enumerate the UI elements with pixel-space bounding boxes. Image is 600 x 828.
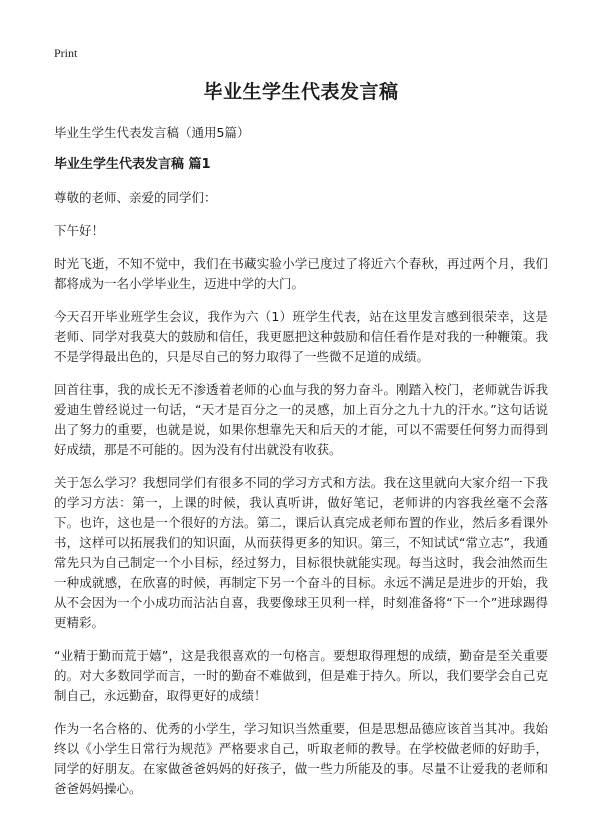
paragraph-greeting: 尊敬的老师、亲爱的同学们： — [54, 190, 217, 205]
document-subtitle: 毕业生学生代表发言稿（通用5篇） — [54, 125, 250, 140]
paragraph-diligence: “业精于勤而荒于嬉”，这是我很喜欢的一句格言。要想取得理想的成绩，勤奋是至关重要的。对大多数同学而言，一时的勤奋不难做到，但是难于持久。所以，我们要学会自己克制自己，永远勤奋，取得更好的成绩！ — [54, 648, 548, 703]
paragraph-honor: 今天召开毕业班学生会议，我作为六（1）班学生代表，站在这里发言感到很荣幸，这是老师、同学对我莫大的鼓励和信任，我更愿把这种鼓励和信任看作是对我的一种鞭策。我不是学得最出色的，只是尽自己的努力取得了一些微不足道的成绩。 — [54, 309, 548, 364]
section-heading: 毕业生学生代表发言稿 篇1 — [54, 157, 211, 172]
paragraph-study-methods: 关于怎么学习？我想同学们有很多不同的学习方式和方法。我在这里就向大家介绍一下我的学习方法：第一，上课的时候，我认真听讲，做好笔记，老师讲的内容我丝毫不会落下。也许，这也是一个很好的方法。第二，课后认真完成老师布置的作业，然后多看课外书，这样可以拓展我们的知识面，从而获得更多的知识。第三，不知试试“常立志”，我通常先只为自己制定一个小目标，经过努力，目标很快就能实现。每当这时，我会油然而生一种成就感，在欣喜的时候，再制定下另一个奋斗的目标。永远不满足是进步的开始，我从不会因为一个小成功而沾沾自喜，我要像球王贝利一样，时刻准备将“下一个”进球踢得更精彩。 — [54, 475, 548, 630]
paragraph-character: 作为一名合格的、优秀的小学生，学习知识当然重要，但是思想品德应该首当其冲。我始终以《小学生日常行为规范》严格要求自己，听取老师的教导。在学校做老师的好助手，同学的好朋友。在家做爸爸妈妈的好孩子，做一些力所能及的事。尽量不让爱我的老师和爸爸妈妈操心。 — [54, 721, 548, 796]
document-title: 毕业生学生代表发言稿 — [203, 81, 399, 103]
document-page — [54, 78, 548, 812]
paragraph-salutation: 下午好！ — [54, 223, 105, 238]
print-link[interactable]: Print — [54, 46, 78, 60]
paragraph-intro: 时光飞逝，不知不觉中，我们在书藏实验小学已度过了将近六个春秋，再过两个月，我们都将成为一名小学毕业生，迈进中学的大门。 — [54, 256, 548, 291]
paragraph-growth: 回首往事，我的成长无不渗透着老师的心血与我的努力奋斗。刚踏入校门，老师就告诉我爱迪生曾经说过一句话，“天才是百分之一的灵感，加上百分之九十九的汗水。”这句话说出了努力的重要，也就是说，如果你想靠先天和后天的才能，可以不需要任何努力而得到好成绩，那是不可能的。因为没有付出就没有收获。 — [54, 382, 548, 457]
